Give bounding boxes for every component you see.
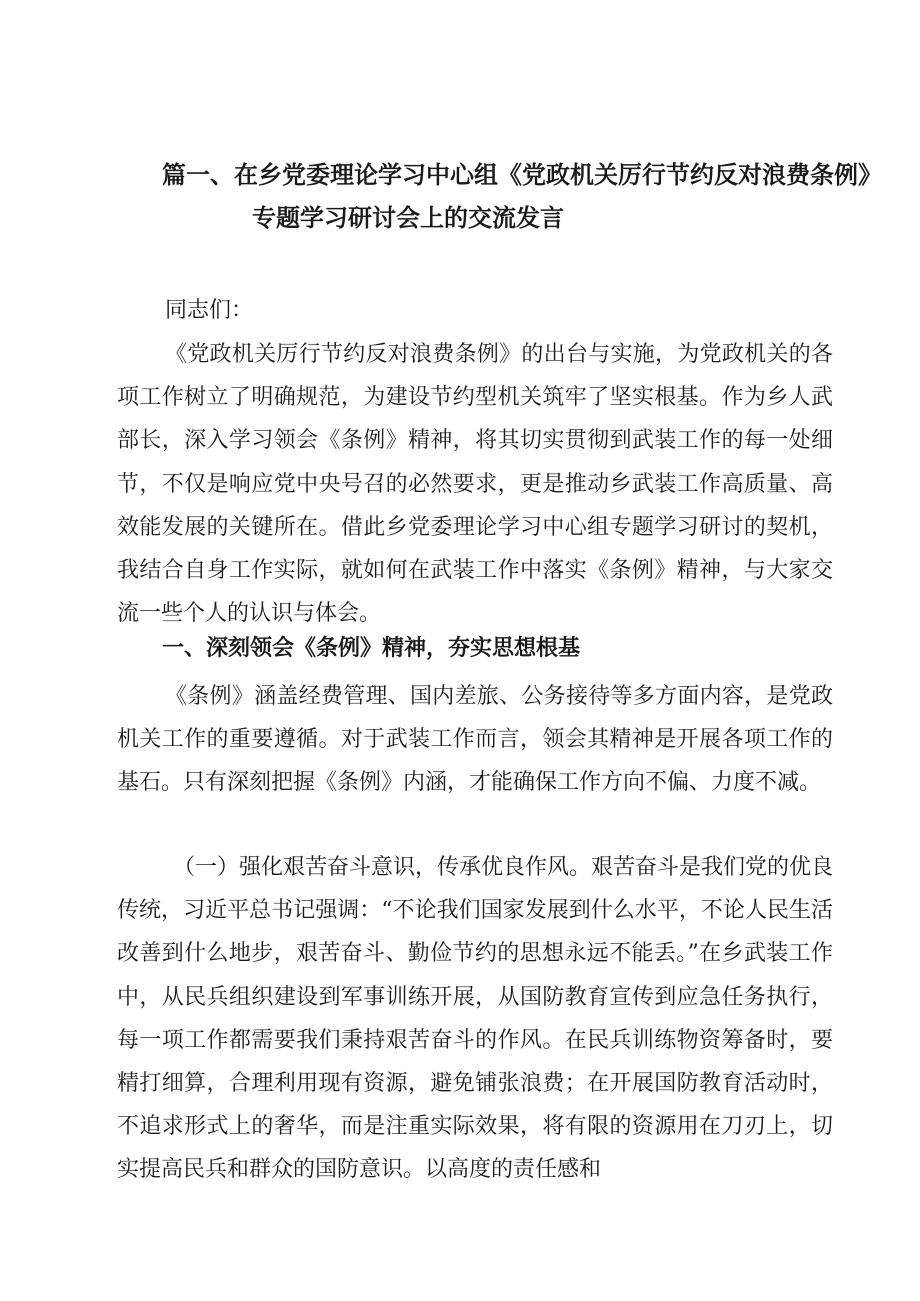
greeting: 同志们： [165, 298, 254, 323]
paragraph-subsection1: （一）强化艰苦奋斗意识，传承优良作风。艰苦奋斗是我们党的优良传统，习近平总书记强调：“不论我们国家发展到什么水平，不论人民生活改善到什么地步，艰苦奋斗、勤俭节约的思想永远不能丢。”在乡武装工作中，从民兵组织建设到军事训练开展，从国防教育宣传到应急任务执行，每一项工作都需要我们秉持艰苦奋斗的作风。在民兵训练物资筹备时，要精打细算，合理利用现有资源，避免铺张浪费；在开展国防教育活动时，不追求形式上的奢华，而是注重实际效果，将有限的资源用在刀刃上，切实提高民兵和群众的国防意识。以高度的责任感和 [117, 855, 834, 1183]
section-heading-1: 一、深刻领会《条例》精神，夯实思想根基 [162, 636, 581, 661]
document-title-line2: 专题学习研讨会上的交流发言 [252, 204, 564, 232]
paragraph-section1: 《条例》涵盖经费管理、国内差旅、公务接待等多方面内容，是党政机关工作的重要遵循。对于武装工作而言，领会其精神是开展各项工作的基石。只有深刻把握《条例》内涵，才能确保工作方向不偏、力度不减。 [117, 684, 833, 796]
document-title-line1: 篇一、在乡党委理论学习中心组《党政机关厉行节约反对浪费条例》 [162, 161, 882, 189]
paragraph-intro: 《党政机关厉行节约反对浪费条例》的出台与实施，为党政机关的各项工作树立了明确规范，为建设节约型机关筑牢了坚实根基。作为乡人武部长，深入学习领会《条例》精神，将其切实贯彻到武装工作的每一处细节，不仅是响应党中央号召的必然要求，更是推动乡武装工作高质量、高效能发展的关键所在。借此乡党委理论学习中心组专题学习研讨的契机，我结合自身工作实际，就如何在武装工作中落实《条例》精神，与大家交流一些个人的认识与体会。 [117, 342, 833, 627]
